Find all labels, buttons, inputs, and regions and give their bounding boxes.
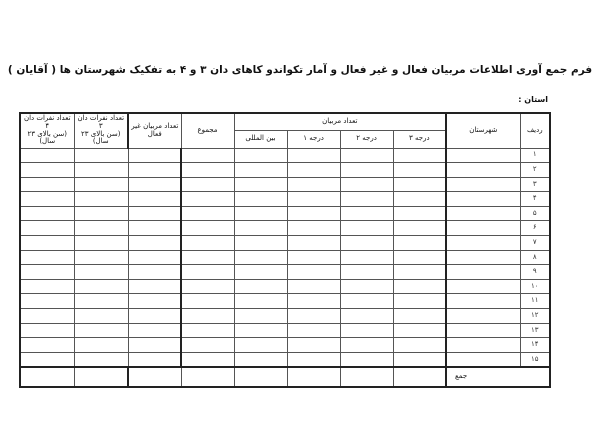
table-row [20, 206, 550, 221]
data-cell[interactable] [393, 338, 446, 353]
row-number: ۷ [520, 236, 550, 251]
data-cell[interactable] [181, 163, 234, 178]
data-cell[interactable] [234, 192, 287, 207]
table-row [20, 279, 550, 294]
total-row [20, 367, 550, 387]
row-number: ۳ [520, 177, 550, 192]
data-cell[interactable] [393, 250, 446, 265]
data-cell[interactable] [20, 323, 74, 338]
data-cell[interactable] [446, 192, 520, 207]
total-cell[interactable] [234, 367, 287, 387]
data-cell[interactable] [181, 294, 234, 309]
data-cell[interactable] [181, 323, 234, 338]
data-cell[interactable] [74, 323, 128, 338]
data-cell[interactable] [181, 265, 234, 280]
table-row [20, 338, 550, 353]
header-dan4-count: تعداد نفرات دان ۴ [23, 114, 71, 131]
data-cell[interactable] [393, 352, 446, 367]
table-row [20, 352, 550, 367]
table-body [20, 148, 550, 367]
data-cell[interactable] [74, 148, 128, 163]
header-coaches-count: تعداد مربیان [234, 113, 446, 130]
total-cell[interactable] [287, 367, 340, 387]
header-degree1: درجه ۱ [287, 130, 340, 148]
table-row [20, 163, 550, 178]
data-cell[interactable] [446, 250, 520, 265]
data-cell[interactable] [287, 338, 340, 353]
data-cell[interactable] [181, 177, 234, 192]
data-cell[interactable] [20, 309, 74, 324]
header-dan3-count: تعداد نفرات دان ۳ [77, 114, 125, 131]
data-cell[interactable] [181, 148, 234, 163]
data-cell[interactable] [287, 236, 340, 251]
table-row [20, 148, 550, 163]
total-cell[interactable] [128, 367, 181, 387]
data-cell[interactable] [20, 221, 74, 236]
data-cell[interactable] [287, 294, 340, 309]
data-cell[interactable] [74, 236, 128, 251]
data-cell[interactable] [20, 148, 74, 163]
data-cell[interactable] [74, 294, 128, 309]
data-cell[interactable] [181, 279, 234, 294]
data-cell[interactable] [74, 265, 128, 280]
header-city: شهرستان [446, 113, 520, 148]
data-cell[interactable] [20, 192, 74, 207]
table-row [20, 192, 550, 207]
data-cell[interactable] [287, 148, 340, 163]
data-cell[interactable] [393, 265, 446, 280]
data-cell[interactable] [287, 279, 340, 294]
data-cell[interactable] [234, 163, 287, 178]
row-number: ۱۰ [520, 279, 550, 294]
data-cell[interactable] [20, 163, 74, 178]
data-cell[interactable] [393, 221, 446, 236]
data-cell[interactable] [128, 294, 181, 309]
header-row-top [20, 113, 550, 130]
data-cell[interactable] [181, 206, 234, 221]
table-row [20, 294, 550, 309]
data-cell[interactable] [393, 279, 446, 294]
data-cell[interactable] [128, 309, 181, 324]
data-cell[interactable] [446, 221, 520, 236]
header-dan4 [20, 113, 74, 148]
data-cell[interactable] [340, 323, 393, 338]
data-cell[interactable] [20, 206, 74, 221]
data-cell[interactable] [128, 236, 181, 251]
row-number: ۵ [520, 206, 550, 221]
data-cell[interactable] [20, 236, 74, 251]
data-cell[interactable] [181, 309, 234, 324]
table-row [20, 250, 550, 265]
data-cell[interactable] [20, 177, 74, 192]
data-cell[interactable] [287, 221, 340, 236]
table-row [20, 309, 550, 324]
data-cell[interactable] [234, 148, 287, 163]
data-cell[interactable] [446, 206, 520, 221]
total-cell[interactable] [74, 367, 128, 387]
data-cell[interactable] [446, 265, 520, 280]
data-cell[interactable] [128, 163, 181, 178]
data-cell[interactable] [393, 323, 446, 338]
data-cell[interactable] [74, 163, 128, 178]
data-cell[interactable] [446, 236, 520, 251]
data-cell[interactable] [446, 294, 520, 309]
data-cell[interactable] [234, 279, 287, 294]
data-cell[interactable] [340, 250, 393, 265]
data-cell[interactable] [393, 294, 446, 309]
data-cell[interactable] [446, 309, 520, 324]
table-row [20, 265, 550, 280]
data-cell[interactable] [128, 177, 181, 192]
data-cell[interactable] [287, 352, 340, 367]
data-cell[interactable] [20, 279, 74, 294]
data-cell[interactable] [234, 221, 287, 236]
data-cell[interactable] [340, 221, 393, 236]
row-number: ۶ [520, 221, 550, 236]
data-cell[interactable] [181, 250, 234, 265]
data-cell[interactable] [181, 352, 234, 367]
data-cell[interactable] [181, 221, 234, 236]
data-cell[interactable] [20, 250, 74, 265]
data-cell[interactable] [234, 294, 287, 309]
data-cell[interactable] [74, 250, 128, 265]
data-cell[interactable] [446, 148, 520, 163]
header-inactive-coaches: تعداد مربیان غیر فعال [128, 113, 181, 148]
row-number: ۹ [520, 265, 550, 280]
header-degree3: درجه ۳ [393, 130, 446, 148]
data-cell[interactable] [393, 192, 446, 207]
header-international: بین المللی [234, 130, 287, 148]
data-cell[interactable] [128, 192, 181, 207]
row-number: ۸ [520, 250, 550, 265]
data-cell[interactable] [128, 250, 181, 265]
row-number: ۱ [520, 148, 550, 163]
header-total: مجموع [181, 113, 234, 148]
table-row [20, 323, 550, 338]
data-cell[interactable] [234, 206, 287, 221]
data-cell[interactable] [340, 163, 393, 178]
statistics-table [19, 112, 551, 388]
data-cell[interactable] [287, 265, 340, 280]
data-cell[interactable] [340, 236, 393, 251]
data-cell[interactable] [340, 265, 393, 280]
row-number: ۱۴ [520, 338, 550, 353]
data-cell[interactable] [128, 279, 181, 294]
data-cell[interactable] [181, 192, 234, 207]
data-cell[interactable] [128, 352, 181, 367]
data-cell[interactable] [446, 279, 520, 294]
data-cell[interactable] [234, 177, 287, 192]
data-cell[interactable] [234, 352, 287, 367]
data-cell[interactable] [340, 206, 393, 221]
data-cell[interactable] [128, 323, 181, 338]
data-cell[interactable] [446, 338, 520, 353]
data-cell[interactable] [446, 323, 520, 338]
data-cell[interactable] [446, 352, 520, 367]
data-cell[interactable] [287, 177, 340, 192]
data-cell[interactable] [287, 163, 340, 178]
table-row [20, 221, 550, 236]
header-dan4-age: (سن بالای ۲۳ سال) [27, 129, 67, 146]
header-degree2: درجه ۲ [340, 130, 393, 148]
data-cell[interactable] [340, 177, 393, 192]
form-title: فرم جمع آوری اطلاعات مربیان فعال و غیر فعال و آمار تکواندو کاهای دان ۳ و ۴ به تفکیک شهرستان ها ( آقایان ) [7, 64, 593, 76]
data-cell[interactable] [128, 338, 181, 353]
data-cell[interactable] [128, 265, 181, 280]
total-cell[interactable] [393, 367, 446, 387]
row-number: ۲ [520, 163, 550, 178]
row-number: ۴ [520, 192, 550, 207]
total-cell[interactable] [20, 367, 74, 387]
data-cell[interactable] [234, 265, 287, 280]
header-dan3-age: (سن بالای ۲۳ سال) [81, 129, 121, 146]
data-cell[interactable] [340, 294, 393, 309]
data-cell[interactable] [128, 148, 181, 163]
data-cell[interactable] [128, 206, 181, 221]
data-cell[interactable] [234, 323, 287, 338]
data-cell[interactable] [74, 177, 128, 192]
row-number: ۱۵ [520, 352, 550, 367]
header-row-number: ردیف [520, 113, 550, 148]
total-label: جمع [446, 367, 550, 387]
total-cell[interactable] [340, 367, 393, 387]
data-cell[interactable] [393, 148, 446, 163]
total-cell[interactable] [181, 367, 234, 387]
data-cell[interactable] [340, 352, 393, 367]
data-cell[interactable] [181, 236, 234, 251]
data-cell[interactable] [446, 163, 520, 178]
data-cell[interactable] [446, 177, 520, 192]
data-cell[interactable] [74, 352, 128, 367]
data-cell[interactable] [74, 192, 128, 207]
data-cell[interactable] [393, 206, 446, 221]
data-cell[interactable] [20, 265, 74, 280]
row-number: ۱۱ [520, 294, 550, 309]
data-cell[interactable] [181, 338, 234, 353]
data-cell[interactable] [340, 309, 393, 324]
data-cell[interactable] [20, 338, 74, 353]
data-cell[interactable] [340, 148, 393, 163]
data-cell[interactable] [340, 192, 393, 207]
data-cell[interactable] [234, 338, 287, 353]
data-cell[interactable] [74, 338, 128, 353]
row-number: ۱۲ [520, 309, 550, 324]
header-dan3 [74, 113, 128, 148]
data-cell[interactable] [234, 309, 287, 324]
data-cell[interactable] [128, 221, 181, 236]
data-cell[interactable] [393, 309, 446, 324]
data-cell[interactable] [340, 338, 393, 353]
data-cell[interactable] [287, 309, 340, 324]
data-cell[interactable] [287, 323, 340, 338]
data-cell[interactable] [287, 250, 340, 265]
table-row [20, 236, 550, 251]
data-cell[interactable] [20, 352, 74, 367]
data-cell[interactable] [393, 177, 446, 192]
data-cell[interactable] [393, 236, 446, 251]
data-cell[interactable] [393, 163, 446, 178]
data-cell[interactable] [74, 309, 128, 324]
table-row [20, 177, 550, 192]
data-cell[interactable] [74, 221, 128, 236]
data-cell[interactable] [287, 206, 340, 221]
province-label: استان : [518, 95, 548, 104]
data-cell[interactable] [20, 294, 74, 309]
row-number: ۱۳ [520, 323, 550, 338]
data-cell[interactable] [234, 236, 287, 251]
data-cell[interactable] [74, 279, 128, 294]
data-cell[interactable] [74, 206, 128, 221]
data-cell[interactable] [340, 279, 393, 294]
data-cell[interactable] [287, 192, 340, 207]
data-cell[interactable] [234, 250, 287, 265]
